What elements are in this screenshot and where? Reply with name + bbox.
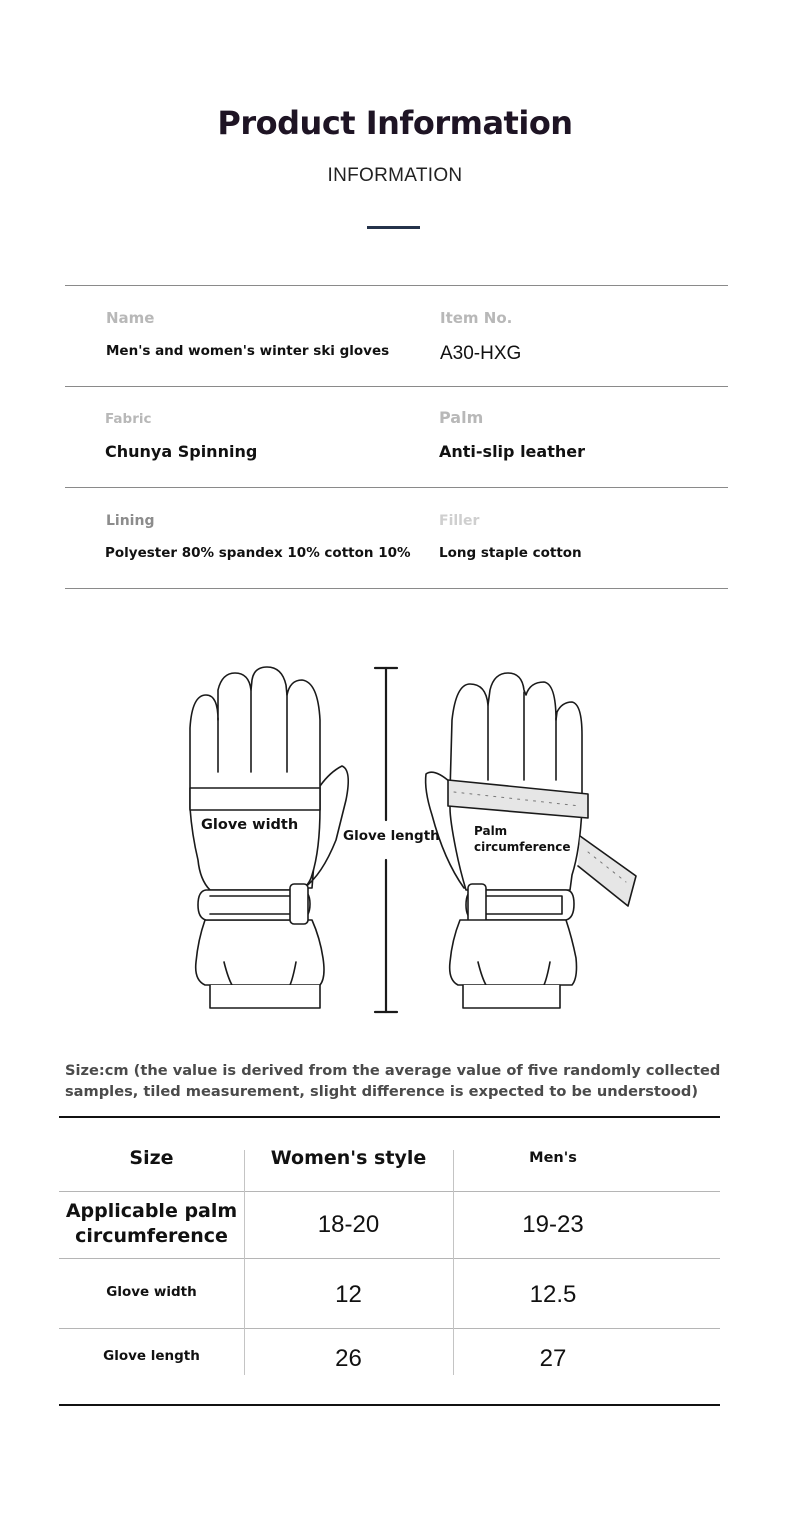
filler-label: Filler: [439, 513, 480, 529]
size-note: Size:cm (the value is derived from the average value of five randomly collected samples, tiled measurement, slight difference is expected to be understood): [65, 1062, 721, 1100]
row-label-line1: Applicable palm: [65, 1200, 238, 1222]
table-top-rule: [59, 1116, 720, 1118]
table-header-womens: Women's style: [270, 1147, 427, 1169]
glove-length-label: Glove length: [343, 828, 440, 844]
table-header-size: Size: [129, 1147, 174, 1169]
womens-value: 18-20: [317, 1211, 380, 1238]
item-number-value: A30-HXG: [440, 343, 522, 364]
table-bottom-rule: [59, 1404, 720, 1406]
womens-value: 12: [335, 1281, 362, 1308]
mens-value: 12.5: [529, 1281, 577, 1308]
name-value: Men's and women's winter ski gloves: [106, 343, 390, 359]
mens-value: 27: [539, 1345, 567, 1372]
name-label: Name: [106, 309, 155, 327]
row-label-line2: circumference: [75, 1225, 228, 1247]
info-divider: [65, 386, 728, 387]
page-title: Product Information: [217, 104, 573, 142]
palm-label: Palm: [439, 408, 484, 427]
palm-circumference-label-line2: circumference: [474, 840, 571, 854]
row-label: Glove length: [103, 1348, 200, 1364]
lining-label: Lining: [106, 513, 155, 529]
fabric-value: Chunya Spinning: [105, 442, 258, 461]
info-divider: [65, 588, 728, 589]
item-number-label: Item No.: [440, 309, 513, 327]
page-subtitle: INFORMATION: [327, 165, 463, 186]
title-divider: [367, 226, 420, 229]
glove-back-view: [190, 667, 348, 1008]
lining-value: Polyester 80% spandex 10% cotton 10%: [105, 545, 411, 561]
womens-value: 26: [335, 1345, 362, 1372]
table-header-mens: Men's: [529, 1150, 577, 1166]
glove-width-label: Glove width: [201, 817, 299, 833]
info-divider: [65, 285, 728, 286]
mens-value: 19-23: [522, 1211, 584, 1238]
fabric-label: Fabric: [105, 411, 152, 427]
row-label: Glove width: [106, 1284, 197, 1300]
info-divider: [65, 487, 728, 488]
filler-value: Long staple cotton: [439, 545, 582, 561]
palm-value: Anti-slip leather: [439, 442, 585, 461]
palm-circumference-label-line1: Palm: [474, 824, 508, 838]
